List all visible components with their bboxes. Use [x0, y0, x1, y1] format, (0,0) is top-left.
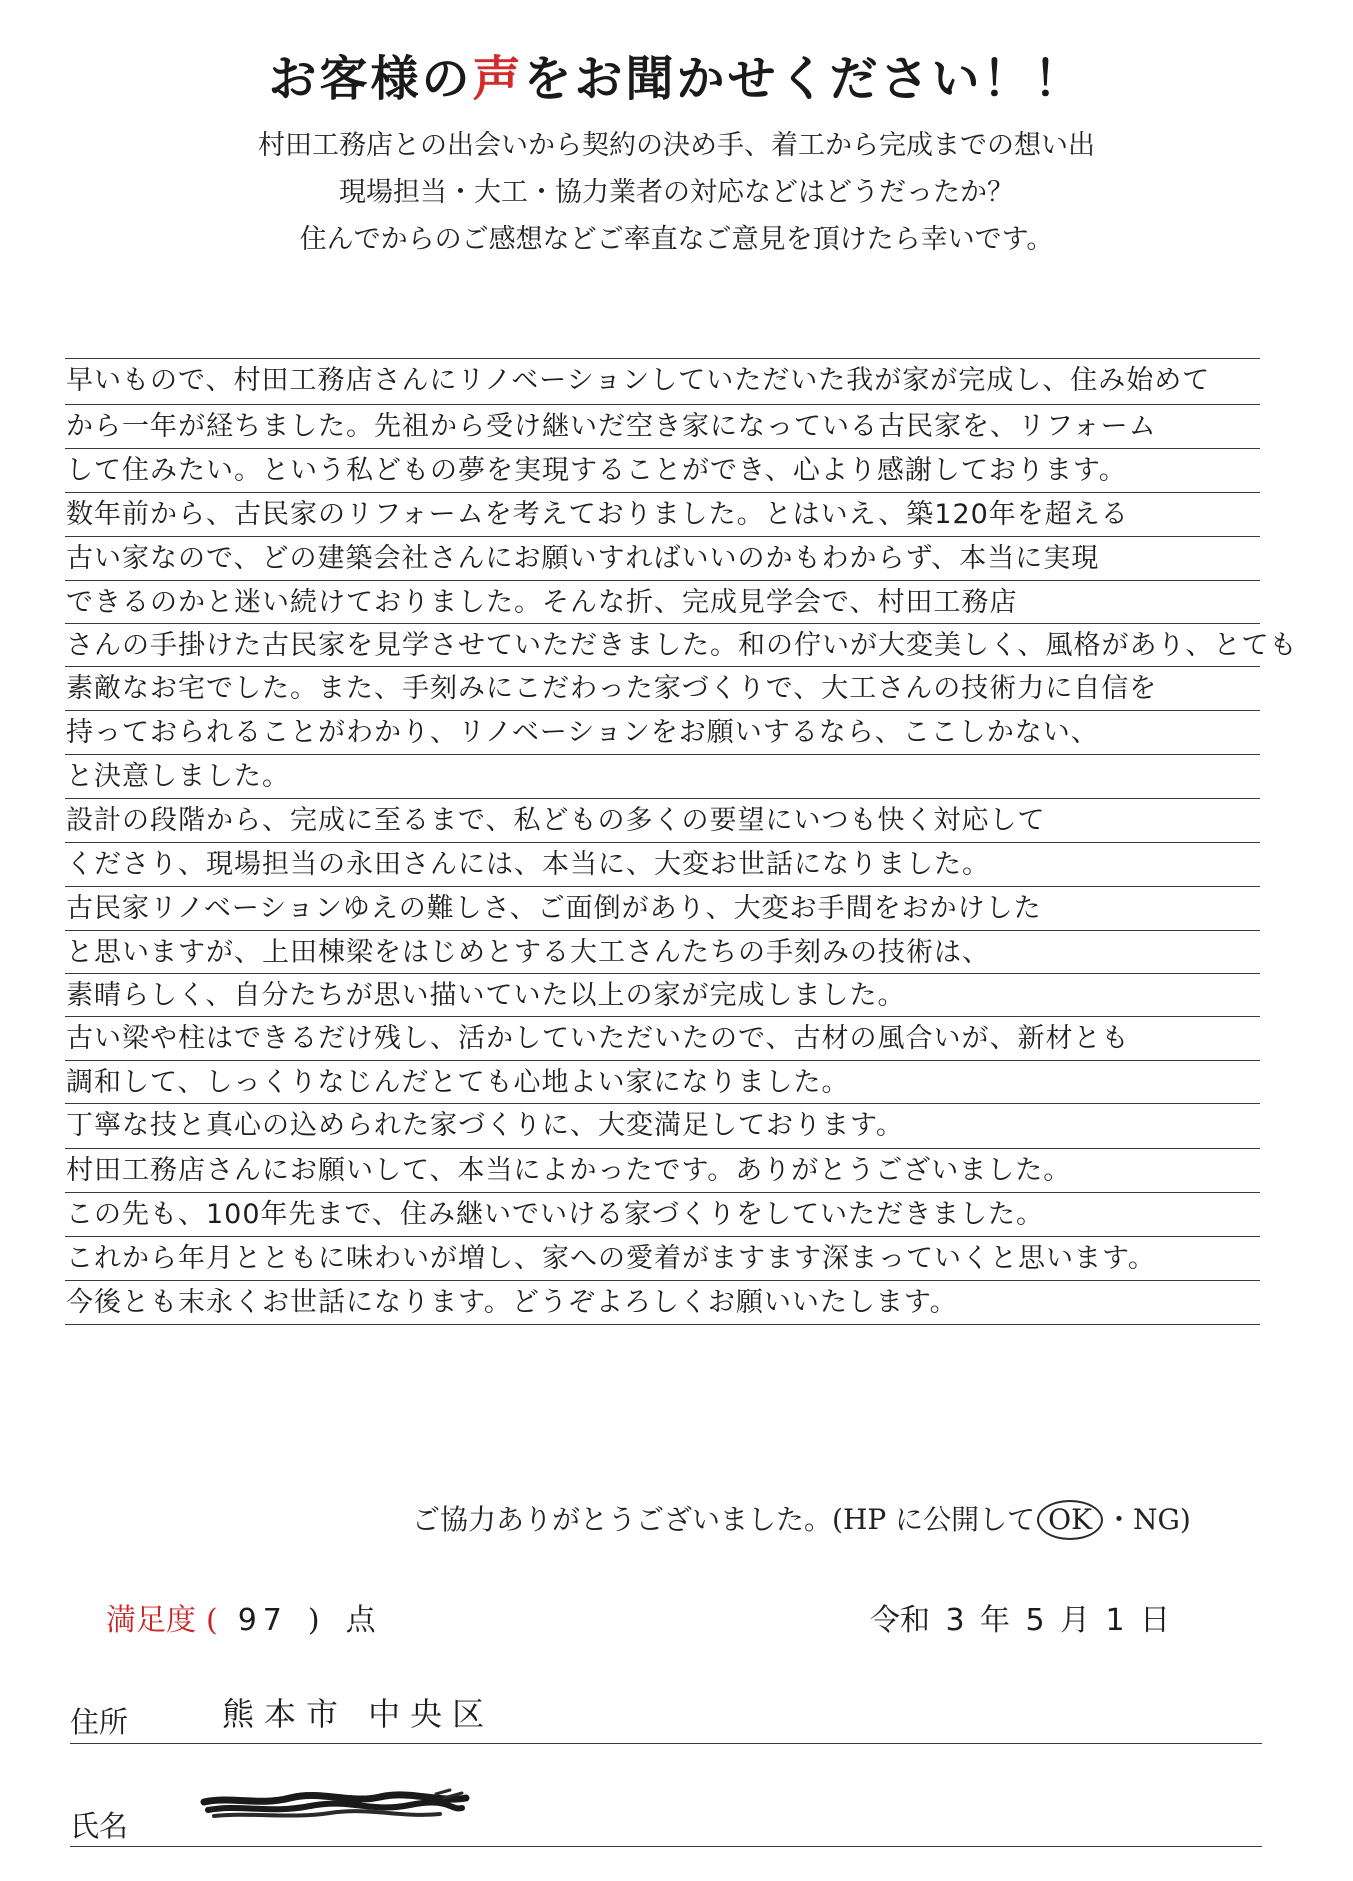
title-part1: お客様の: [268, 51, 473, 107]
intro-text: [0, 122, 1353, 263]
ruled-line: [65, 930, 1260, 931]
satisfaction-unit: 点: [345, 1603, 376, 1638]
handwritten-line: 村田工務店さんにお願いして、本当によかったです。ありがとうございました。: [66, 1155, 1072, 1186]
redacted-name-scribble: [200, 1788, 470, 1824]
title-part2: をお聞かせください！！: [523, 51, 1085, 107]
date-month: 5: [1025, 1603, 1045, 1638]
date-year-unit: 年: [980, 1603, 1010, 1638]
handwritten-line: から一年が経ちました。先祖から受け継いだ空き家になっている古民家を、リフォーム: [66, 411, 1157, 442]
handwritten-line: 素敵なお宅でした。また、手刻みにこだわった家づくりで、大工さんの技術力に自信を: [66, 673, 1158, 704]
address-value: 熊本市 中央区: [222, 1695, 495, 1733]
ruled-line: [65, 754, 1260, 755]
ruled-line: [65, 1324, 1260, 1325]
ok-option-circled: OK: [1037, 1500, 1103, 1540]
handwritten-line: と決意しました。: [66, 761, 290, 792]
handwritten-line: さんの手掛けた古民家を見学させていただきました。和の佇いが大変美しく、風格があり、とても: [66, 630, 1298, 661]
address-rule: [70, 1743, 1262, 1744]
handwritten-line: 丁寧な技と真心の込められた家づくりに、大変満足しております。: [66, 1110, 904, 1141]
date-day-unit: 日: [1140, 1603, 1170, 1638]
ruled-line: [65, 798, 1260, 799]
handwritten-line: 今後とも末永くお世話になります。どうぞよろしくお願いいたします。: [66, 1287, 958, 1318]
handwritten-line: 調和して、しっくりなじんだとても心地よい家になりました。: [66, 1067, 850, 1098]
ruled-line: [65, 358, 1260, 359]
satisfaction-score: [106, 1598, 376, 1644]
handwritten-line: 数年前から、古民家のリフォームを考えておりました。とはいえ、築120年を超える: [66, 499, 1129, 530]
date-year: 3: [945, 1603, 965, 1638]
handwritten-line: 古い梁や柱はできるだけ残し、活かしていただいたので、古材の風合いが、新材とも: [66, 1023, 1130, 1054]
handwritten-line: この先も、100年先まで、住み継いでいける家づくりをしていただきました。: [66, 1199, 1044, 1230]
handwritten-line: と思いますが、上田棟梁をはじめとする大工さんたちの手刻みの技術は、: [66, 937, 990, 968]
closing-line: [412, 1498, 1262, 1542]
handwritten-line: 設計の段階から、完成に至るまで、私どもの多くの要望にいつも快く対応して: [66, 805, 1046, 836]
handwritten-line: できるのかと迷い続けておりました。そんな折、完成見学会で、村田工務店: [66, 587, 1018, 618]
ruled-line: [65, 1192, 1260, 1193]
paren-open: (: [206, 1603, 218, 1638]
intro-line: 住んでからのご感想などご率直なご意見を頂けたら幸いです。: [299, 224, 1054, 255]
option-separator: ・: [1104, 1503, 1133, 1536]
date-month-unit: 月: [1060, 1603, 1090, 1638]
intro-line: 現場担当・大工・協力業者の対応などはどうだったか？: [339, 177, 1014, 208]
address-label: 住所: [70, 1705, 129, 1739]
handwritten-line: 古い家なので、どの建築会社さんにお願いすればいいのかもわからず、本当に実現: [66, 543, 1100, 574]
ruled-line: [65, 536, 1260, 537]
ruled-line: [65, 448, 1260, 449]
title-accent: 声: [472, 51, 524, 107]
page-title: [0, 40, 1353, 109]
ruled-line: [65, 1280, 1260, 1281]
ruled-line: [65, 492, 1260, 493]
handwritten-line: 素晴らしく、自分たちが思い描いていた以上の家が完成しました。: [66, 980, 906, 1011]
handwritten-line: して住みたい。という私どもの夢を実現することができ、心より感謝しております。: [66, 455, 1127, 486]
ruled-line: [65, 1060, 1260, 1061]
name-label: 氏名: [70, 1809, 129, 1843]
paren-close: ): [307, 1603, 320, 1638]
ruled-line: [65, 842, 1260, 843]
ruled-line: [65, 710, 1260, 711]
handwritten-line: 持っておられることがわかり、リノベーションをお願いするなら、ここしかない、: [66, 717, 1099, 748]
closing-thanks: ご協力ありがとうございました。: [412, 1503, 833, 1536]
handwritten-line: くださり、現場担当の永田さんには、本当に、大変お世話になりました。: [66, 849, 990, 880]
ruled-line: [65, 1148, 1260, 1149]
ruled-line: [65, 404, 1260, 405]
ruled-line: [65, 886, 1260, 887]
intro-line: 村田工務店との出会いから契約の決め手、着工から完成までの想い出: [258, 130, 1095, 161]
ng-option: NG): [1133, 1503, 1191, 1536]
date-era: 令和: [870, 1603, 930, 1638]
satisfaction-value: 97: [237, 1603, 288, 1638]
date-field: [870, 1598, 1170, 1644]
name-rule: [70, 1846, 1262, 1847]
satisfaction-label: 満足度: [106, 1603, 196, 1638]
hp-publish-prefix: (HP に公開して: [832, 1503, 1036, 1536]
handwritten-line: 古民家リノベーションゆえの難しさ、ご面倒があり、大変お手間をおかけした: [66, 893, 1042, 924]
ruled-line: [65, 580, 1260, 581]
ruled-line: [65, 1236, 1260, 1237]
handwritten-line: これから年月とともに味わいが増し、家への愛着がますます深まっていくと思います。: [66, 1243, 1156, 1274]
date-day: 1: [1105, 1603, 1125, 1638]
handwritten-line: 早いもので、村田工務店さんにリノベーションしていただいた我が家が完成し、住み始めて: [66, 365, 1211, 396]
